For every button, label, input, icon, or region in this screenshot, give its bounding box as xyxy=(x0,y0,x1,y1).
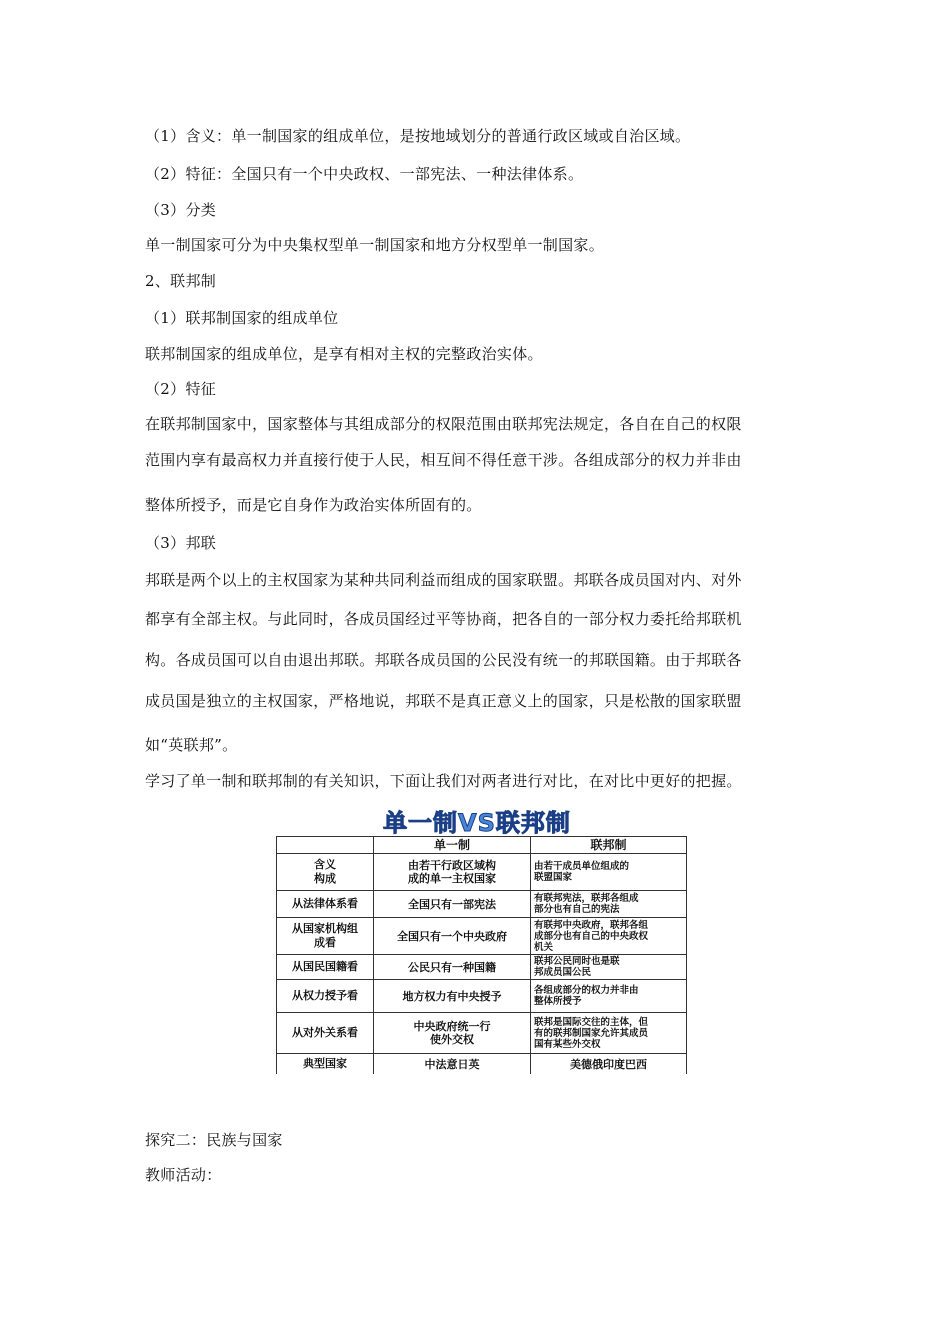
text-line: （3）邦联 xyxy=(145,534,217,552)
unitary-cell: 全国只有一部宪法 xyxy=(374,891,531,918)
federal-cell: 有联邦宪法，联邦各组成 部分也有自己的宪法 xyxy=(531,891,687,918)
table-row xyxy=(277,980,687,1013)
unitary-cell: 地方权力有中央授予 xyxy=(374,980,531,1013)
row-label: 典型国家 xyxy=(277,1054,374,1075)
unitary-cell: 由若干行政区域构 成的单一主权国家 xyxy=(374,854,531,891)
text-line: （1）联邦制国家的组成单位 xyxy=(145,309,339,327)
federal-cell: 联邦公民同时也是联 邦成员国公民 xyxy=(531,955,687,980)
row-label: 从国民国籍看 xyxy=(277,955,374,980)
table-row xyxy=(277,955,687,980)
federal-cell: 由若干成员单位组成的 联盟国家 xyxy=(531,854,687,891)
text-line: 教师活动： xyxy=(145,1166,222,1184)
table-row xyxy=(277,1054,687,1075)
text-line: 在联邦制国家中，国家整体与其组成部分的权限范围由联邦宪法规定，各自在自己的权限 xyxy=(145,415,742,433)
text-line: 构。各成员国可以自由退出邦联。邦联各成员国的公民没有统一的邦联国籍。由于邦联各 xyxy=(145,651,742,669)
unitary-cell: 中央政府统一行 使外交权 xyxy=(374,1013,531,1054)
table-row xyxy=(277,1013,687,1054)
row-label: 含义 构成 xyxy=(277,854,374,891)
table-row xyxy=(277,891,687,918)
section-heading: 探究二：民族与国家 xyxy=(145,1131,283,1149)
comparison-table xyxy=(276,836,687,1074)
table-row xyxy=(277,854,687,891)
text-line: 联邦制国家的组成单位，是享有相对主权的完整政治实体。 xyxy=(145,345,543,363)
table-header: 联邦制 xyxy=(531,837,687,854)
text-line: 学习了单一制和联邦制的有关知识，下面让我们对两者进行对比，在对比中更好的把握。 xyxy=(145,772,742,790)
table-header-row xyxy=(277,837,687,854)
text-line: 如“英联邦”。 xyxy=(145,736,238,754)
unitary-cell: 全国只有一个中央政府 xyxy=(374,918,531,955)
federal-cell: 各组成部分的权力并非由 整体所授予 xyxy=(531,980,687,1013)
text-line: 范围内享有最高权力并直接行使于人民，相互间不得任意干涉。各组成部分的权力并非由 xyxy=(145,451,742,469)
text-line: （2）特征：全国只有一个中央政权、一部宪法、一种法律体系。 xyxy=(145,165,584,183)
federal-cell: 美德俄印度巴西 xyxy=(531,1054,687,1075)
unitary-cell: 公民只有一种国籍 xyxy=(374,955,531,980)
unitary-cell: 中法意日英 xyxy=(374,1054,531,1075)
table-row xyxy=(277,918,687,955)
federal-cell: 联邦是国际交往的主体，但 有的联邦制国家允许其成员 国有某些外交权 xyxy=(531,1013,687,1054)
text-line: （1）含义：单一制国家的组成单位，是按地域划分的普通行政区域或自治区域。 xyxy=(145,127,691,145)
text-line: （2）特征 xyxy=(145,380,217,398)
row-label: 从对外关系看 xyxy=(277,1013,374,1054)
text-line: 都享有全部主权。与此同时，各成员国经过平等协商，把各自的一部分权力委托给邦联机 xyxy=(145,610,742,628)
comparison-figure-title: 单一制VS联邦制 xyxy=(383,809,571,837)
text-line: 成员国是独立的主权国家，严格地说，邦联不是真正意义上的国家，只是松散的国家联盟 xyxy=(145,692,742,710)
section-heading: 2、联邦制 xyxy=(145,272,217,290)
text-line: 单一制国家可分为中央集权型单一制国家和地方分权型单一制国家。 xyxy=(145,236,605,254)
text-line: 整体所授予，而是它自身作为政治实体所固有的。 xyxy=(145,496,482,514)
row-label: 从法律体系看 xyxy=(277,891,374,918)
row-label: 从权力授予看 xyxy=(277,980,374,1013)
row-label: 从国家机构组 成看 xyxy=(277,918,374,955)
text-line: 邦联是两个以上的主权国家为某种共同利益而组成的国家联盟。邦联各成员国对内、对外 xyxy=(145,571,742,589)
table-header: 单一制 xyxy=(374,837,531,854)
text-line: （3）分类 xyxy=(145,201,217,219)
table-header xyxy=(277,837,374,854)
federal-cell: 有联邦中央政府，联邦各组 成部分也有自己的中央政权 机关 xyxy=(531,918,687,955)
